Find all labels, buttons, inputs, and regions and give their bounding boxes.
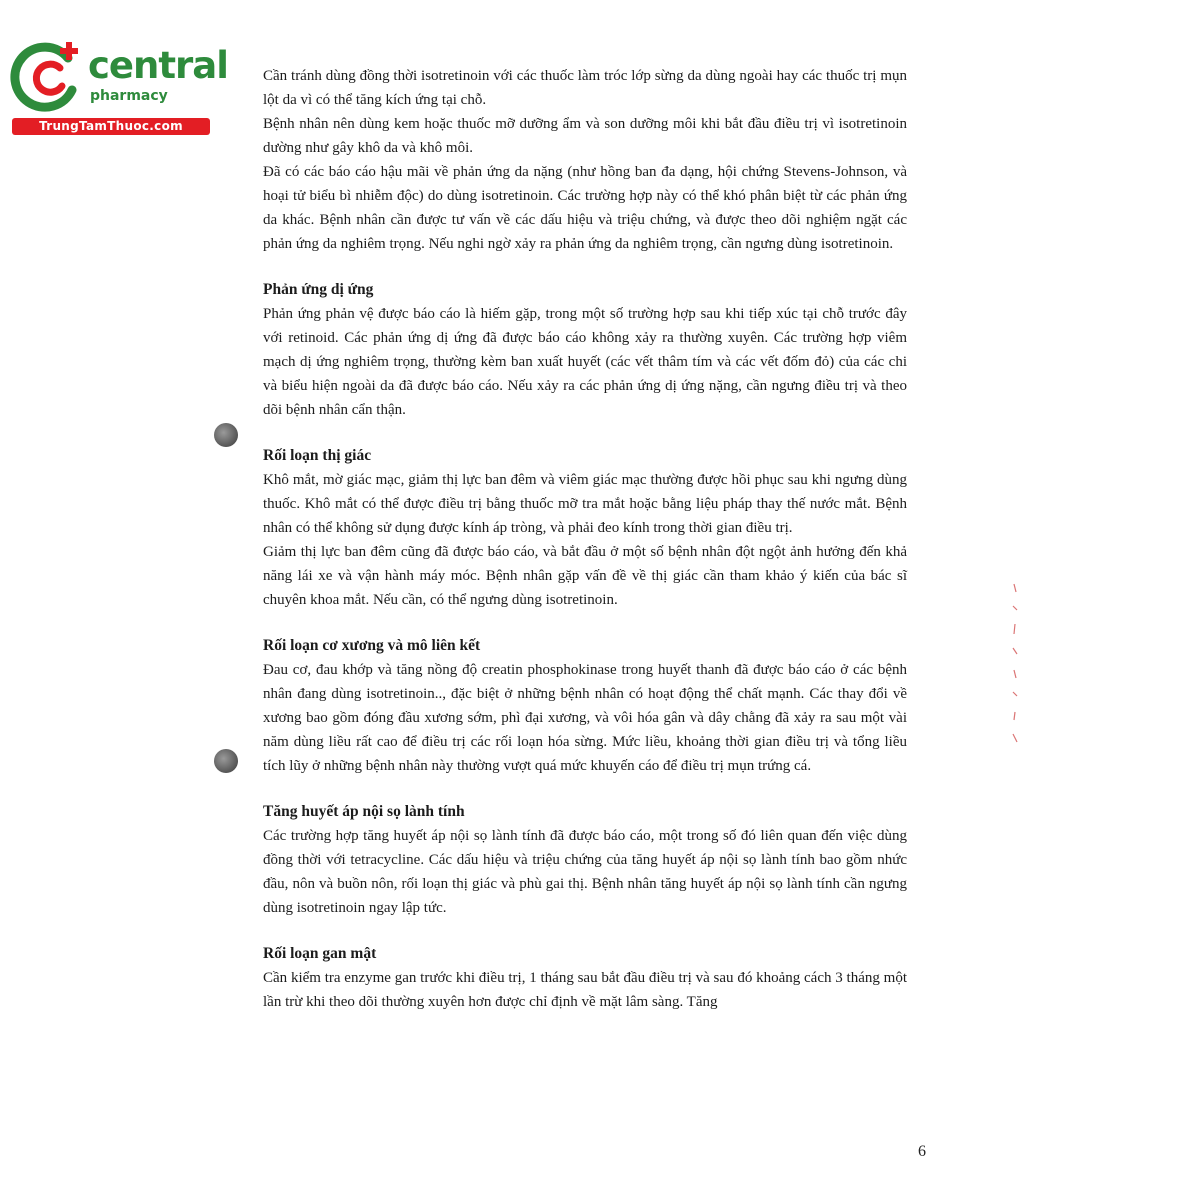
logo-site-url[interactable]: TrungTamThuoc.com bbox=[12, 118, 210, 135]
intro-paragraph: Cần tránh dùng đồng thời isotretinoin với các thuốc làm tróc lớp sừng da dùng ngoài hay các thuốc trị mụn lột da vì có thể tăng kích ứng tại chỗ. bbox=[263, 68, 907, 108]
margin-stamp-mark bbox=[1010, 580, 1020, 750]
section-intracranial-hypertension bbox=[263, 800, 907, 920]
section-hepatobiliary-disorders bbox=[263, 942, 907, 1014]
section-paragraph: Phản ứng phản vệ được báo cáo là hiếm gặp, trong một số trường hợp sau khi tiếp xúc tại chỗ trước đây với retinoid. Các phản ứng dị ứng đã được báo cáo không xảy ra thường xuyên. Các trường hợp viêm mạch dị ứng nghiêm trọng, thường kèm ban xuất huyết (các vết thâm tím và các vết đốm đỏ) của các chi và biểu hiện ngoài da đã được báo cáo. Nếu xảy ra các phản ứng dị ứng nặng, cần ngưng điều trị và theo dõi bệnh nhân cẩn thận. bbox=[263, 306, 907, 418]
section-musculoskeletal-disorders bbox=[263, 634, 907, 778]
section-heading: Rối loạn thị giác bbox=[263, 447, 372, 464]
page-number: 6 bbox=[918, 1143, 926, 1160]
intro-paragraph: Đã có các báo cáo hậu mãi về phản ứng da nặng (như hồng ban đa dạng, hội chứng Stevens-Johnson, và hoại tử biểu bì nhiễm độc) do dùng isotretinoin. Các trường hợp này có thể khó phân biệt từ các phản ứng da khác. Bệnh nhân cần được tư vấn về các dấu hiệu và triệu chứng, và được theo dõi nghiệm ngặt các phản ứng da nghiêm trọng. Nếu nghi ngờ xảy ra phản ứng da nghiêm trọng, cần ngưng dùng isotretinoin. bbox=[263, 164, 907, 252]
logo-brand: central bbox=[88, 44, 228, 87]
binder-hole-top bbox=[214, 423, 238, 447]
section-heading: Tăng huyết áp nội sọ lành tính bbox=[263, 803, 465, 820]
section-visual-disorders bbox=[263, 444, 907, 612]
section-paragraph: Giảm thị lực ban đêm cũng đã được báo cáo, và bắt đầu ở một số bệnh nhân đột ngột ảnh hưởng đến khả năng lái xe và vận hành máy móc. Bệnh nhân gặp vấn đề về thị giác cần tham khảo ý kiến của bác sĩ chuyên khoa mắt. Nếu cần, có thể ngưng dùng isotretinoin. bbox=[263, 544, 907, 608]
pharmacy-cross-icon bbox=[10, 38, 90, 116]
section-paragraph: Khô mắt, mờ giác mạc, giảm thị lực ban đêm và viêm giác mạc thường được hồi phục sau khi ngưng dùng thuốc. Khô mắt có thể được điều trị bằng thuốc mỡ tra mắt hoặc bằng liệu pháp thay thế nước mắt. Bệnh nhân có thể không sử dụng được kính áp tròng, và phải đeo kính trong thời gian điều trị. bbox=[263, 472, 907, 536]
central-pharmacy-logo[interactable] bbox=[10, 38, 228, 138]
logo-sub: pharmacy bbox=[90, 88, 168, 104]
section-heading: Rối loạn cơ xương và mô liên kết bbox=[263, 637, 481, 654]
section-paragraph: Đau cơ, đau khớp và tăng nồng độ creatin phosphokinase trong huyết thanh đã được báo cáo ở các bệnh nhân đang dùng isotretinoin.., đặc biệt ở những bệnh nhân có hoạt động thể chất mạnh. Các thay đổi về xương bao gồm đóng đầu xương sớm, phì đại xương, và vôi hóa gân và dây chằng đã xảy ra sau một vài năm dùng liều rất cao để điều trị các rối loạn hóa sừng. Mức liều, khoảng thời gian điều trị và tổng liều tích lũy ở những bệnh nhân này thường vượt quá mức khuyến cáo để điều trị mụn trứng cá. bbox=[263, 662, 907, 774]
document-body bbox=[263, 64, 907, 1014]
section-paragraph: Cần kiểm tra enzyme gan trước khi điều trị, 1 tháng sau bắt đầu điều trị và sau đó khoảng cách 3 tháng một lần trừ khi theo dõi thường xuyên hơn được chỉ định về mặt lâm sàng. Tăng bbox=[263, 970, 907, 1010]
section-paragraph: Các trường hợp tăng huyết áp nội sọ lành tính đã được báo cáo, một trong số đó liên quan đến việc dùng đồng thời với tetracycline. Các dấu hiệu và triệu chứng của tăng huyết áp nội sọ lành tính bao gồm nhức đầu, nôn và buồn nôn, rối loạn thị giác và phù gai thị. Bệnh nhân tăng huyết áp nội sọ lành tính cần ngưng dùng isotretinoin ngay lập tức. bbox=[263, 828, 907, 916]
section-heading: Rối loạn gan mật bbox=[263, 945, 377, 962]
intro-paragraph: Bệnh nhân nên dùng kem hoặc thuốc mỡ dưỡng ẩm và son dưỡng môi khi bắt đầu điều trị vì isotretinoin dường như gây khô da và khô môi. bbox=[263, 116, 907, 156]
section-heading: Phản ứng dị ứng bbox=[263, 281, 374, 298]
section-allergic-reactions bbox=[263, 278, 907, 422]
binder-hole-bottom bbox=[214, 749, 238, 773]
